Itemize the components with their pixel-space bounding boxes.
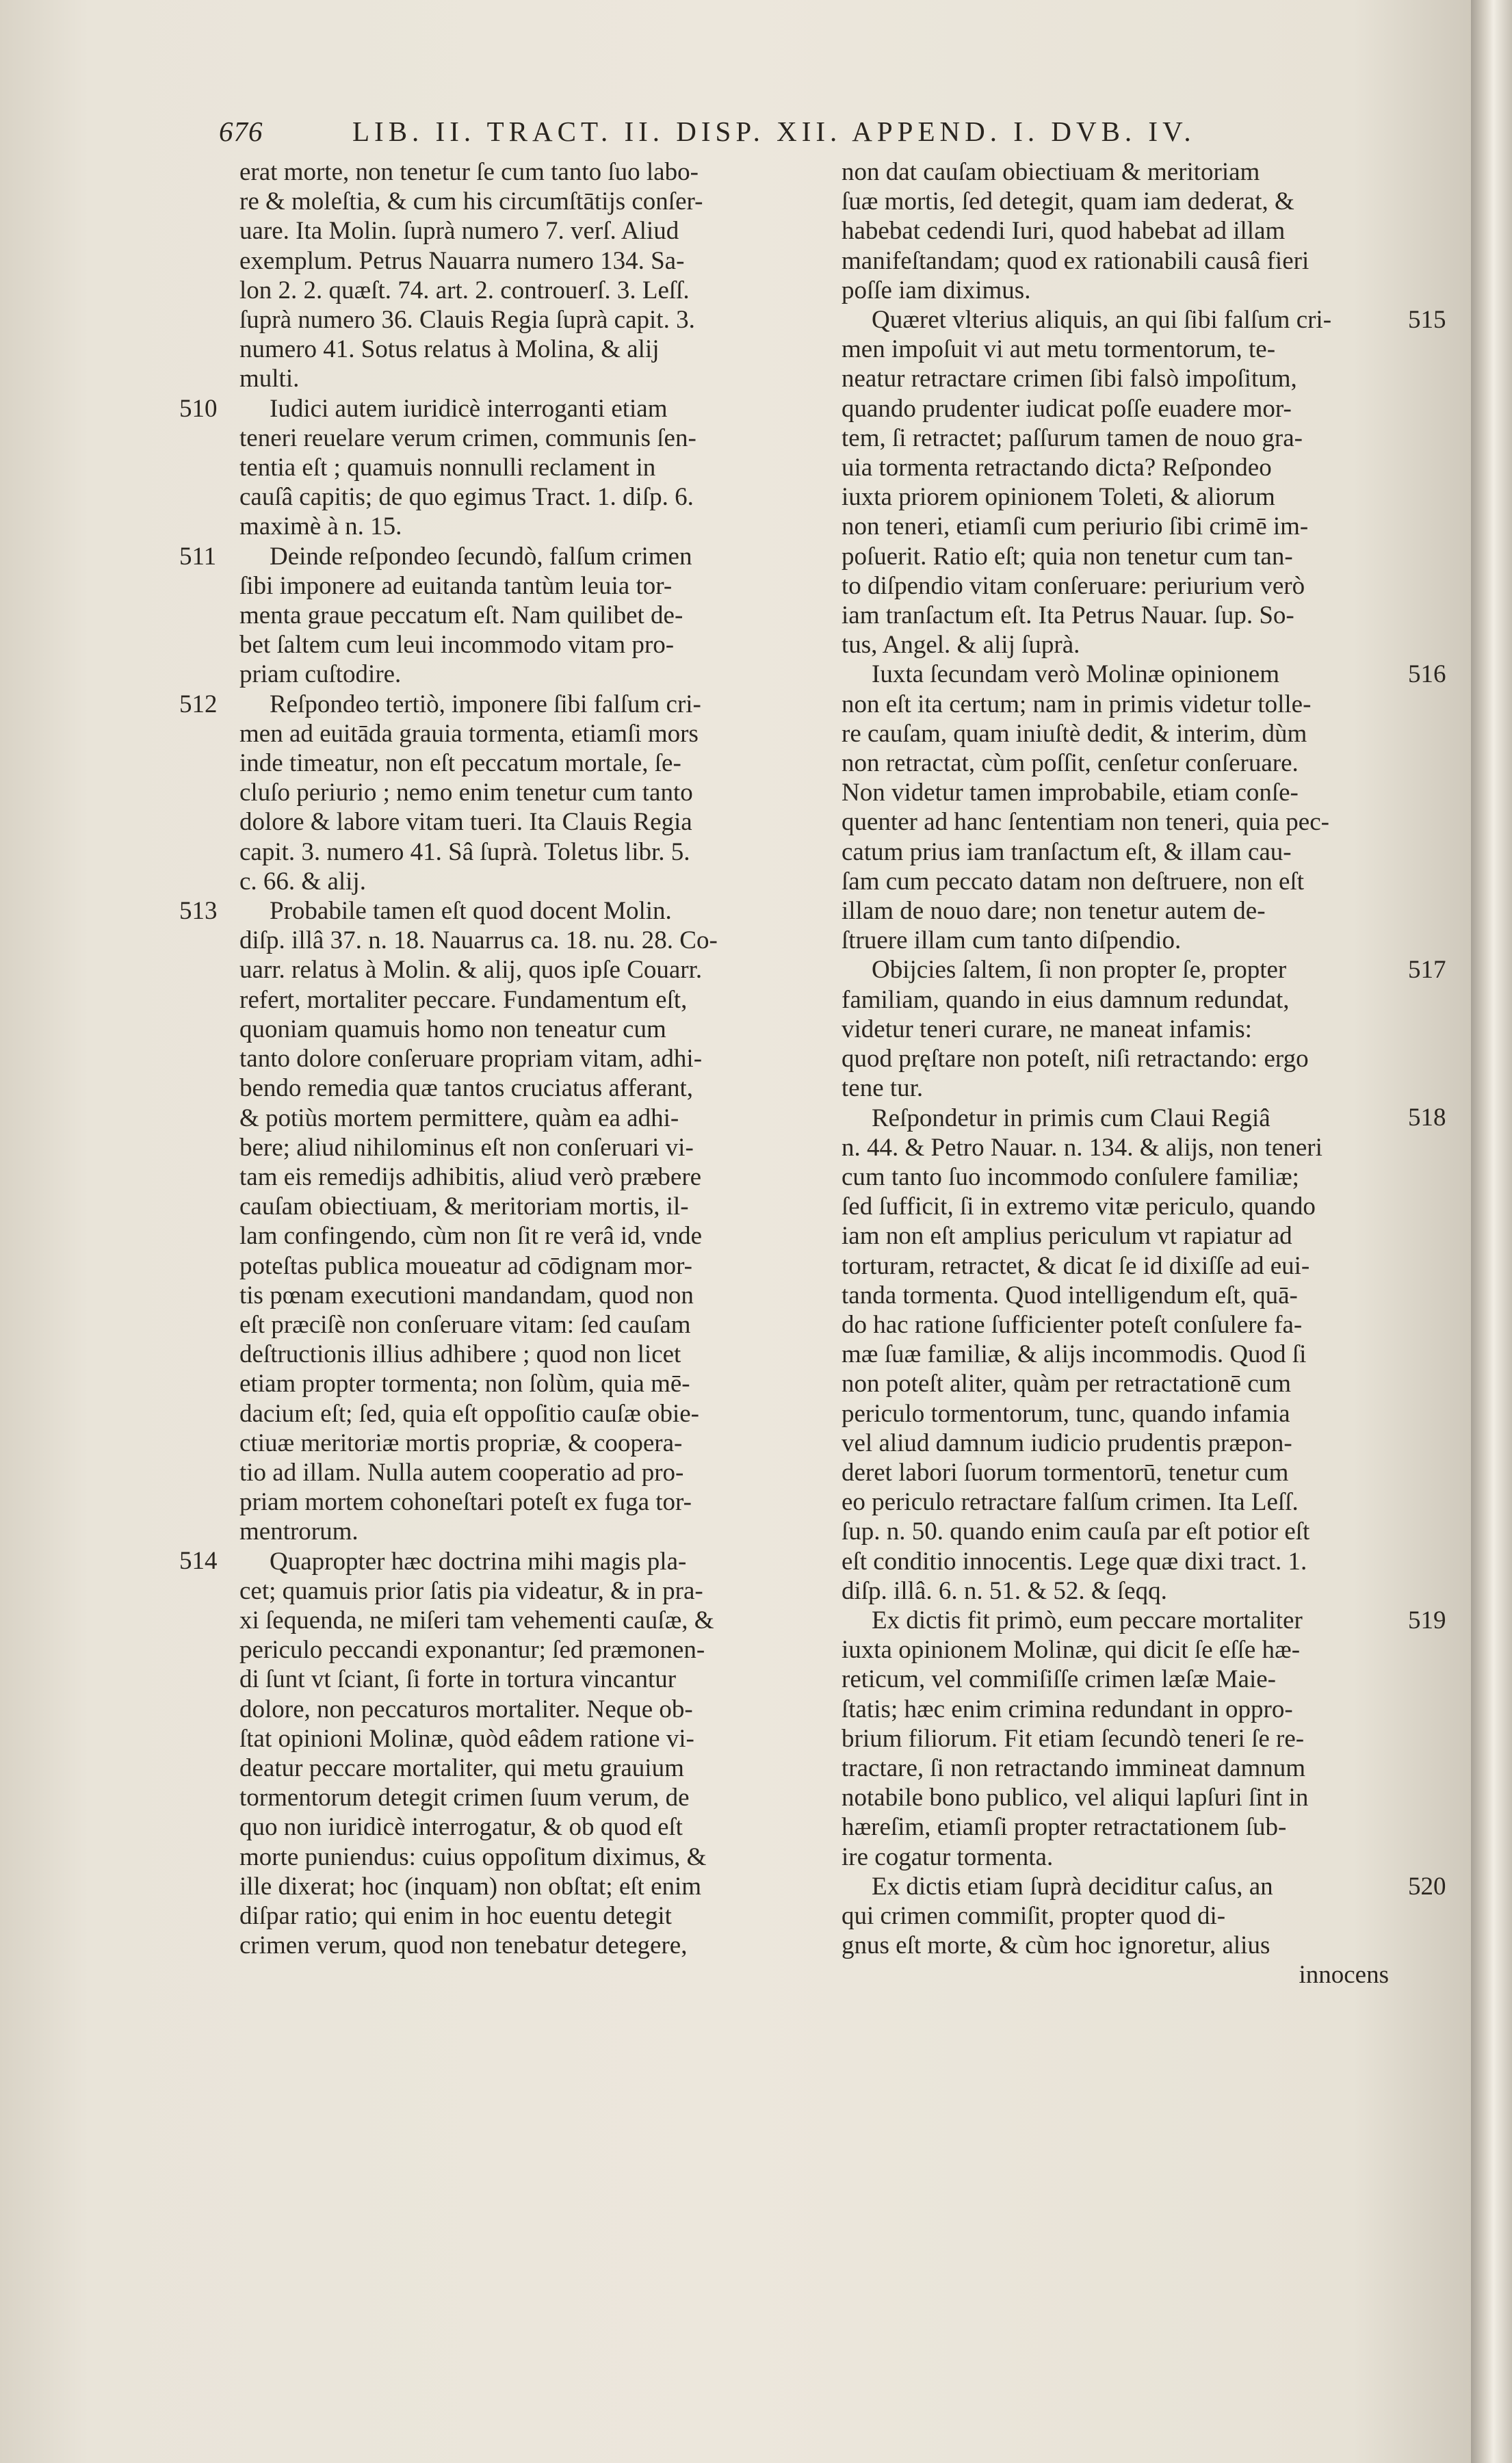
text-line: poteſtas publica moueatur ad cōdignam mor- [239,1251,692,1280]
text-line: deret labori ſuorum tormentorū, tenetur cum [842,1458,1289,1487]
text-line: mentrorum. [239,1517,359,1546]
text-line: ſibi imponere ad euitanda tantùm leuia tor- [239,571,673,600]
text-line: men impoſuit vi aut metu tormentorum, te- [842,335,1276,364]
text-line: ſed ſufficit, ſi in extremo vitæ periculo, quando [842,1193,1316,1221]
text-line: cet; quamuis prior ſatis pia videatur, & in pra- [239,1576,703,1605]
paragraph-number: 514 [179,1547,218,1576]
text-line: diſp. illâ 37. n. 18. Nauarrus ca. 18. nu. 28. Co- [239,926,718,955]
text-line: illam de nouo dare; non tenetur autem de- [842,897,1266,926]
text-line: to diſpendio vitam conſeruare: periurium verò [842,571,1305,600]
text-line: non dat cauſam obiectiuam & meritoriam [842,158,1260,186]
text-line: Reſpondetur in primis cum Claui Regiâ [872,1104,1270,1132]
text-line: ille dixerat; hoc (inquam) non obſtat; eſt enim [239,1872,702,1901]
text-line: torturam, retractet, & dicat ſe id dixiſſe ad eui- [842,1251,1310,1280]
text-line: quod pręſtare non poteſt, niſi retractando: ergo [842,1045,1309,1073]
text-line: reticum, vel commiſiſſe crimen læſæ Maie- [842,1665,1276,1694]
paragraph-number: 520 [1408,1872,1446,1901]
text-line: re cauſam, quam iniuſtè dedit, & interim, dùm [842,719,1307,748]
text-line: poſuerit. Ratio eſt; quia non tenetur cum tan- [842,542,1293,571]
text-line: non poteſt aliter, quàm per retractationē cum [842,1370,1292,1398]
text-line: Iudici autem iuridicè interroganti etiam [270,394,668,423]
text-line: exemplum. Petrus Nauarra numero 134. Sa- [239,246,685,275]
text-line: tormentorum detegit crimen ſuum verum, de [239,1784,690,1812]
text-line: ſam cum peccato datam non deſtruere, non eſt [842,867,1305,896]
text-line: men ad euitāda grauia tormenta, etiamſi mors [239,719,699,748]
text-line: notabile bono publico, vel aliqui lapſuri ſint in [842,1784,1309,1812]
text-line: menta graue peccatum eſt. Nam quilibet de- [239,601,683,630]
text-line: cluſo periurio ; nemo enim tenetur cum tanto [239,779,693,807]
text-line: uarr. relatus à Molin. & alij, quos ipſe Couarr. [239,956,703,985]
paragraph-number: 516 [1408,660,1446,689]
text-line: dacium eſt; ſed, quia eſt oppoſitio cauſæ obie- [239,1399,699,1428]
text-line: tractare, ſi non retractando immineat damnum [842,1754,1306,1782]
page-number: 676 [219,116,263,147]
text-line: tene tur. [842,1074,924,1103]
text-line: tanda tormenta. Quod intelligendum eſt, quā- [842,1281,1298,1309]
running-title: LIB. II. TRACT. II. DISP. XII. APPEND. I. DVB. IV. [352,116,1196,147]
text-line: deatur peccare mortaliter, qui metu grauium [239,1754,684,1782]
text-line: Obijcies ſaltem, ſi non propter ſe, propter [872,956,1287,985]
text-line: tem, ſi retractet; paſſurum tamen de nouo gra- [842,423,1303,452]
catchword: innocens [1299,1961,1389,1990]
text-line: iam tranſactum eſt. Ita Petrus Nauar. ſup. So- [842,601,1294,630]
text-line: eſt conditio innocentis. Lege quæ dixi tract. 1. [842,1547,1307,1576]
text-line: bere; aliud nihilominus eſt non conſeruari vi- [239,1133,694,1162]
text-line: tanto dolore conſeruare propriam vitam, adhi- [239,1045,703,1073]
text-line: crimen verum, quod non tenebatur detegere, [239,1931,688,1960]
text-line: periculo tormentorum, tunc, quando infamia [842,1399,1290,1428]
text-line: di ſunt vt ſciant, ſi forte in tortura vincantur [239,1665,677,1694]
text-line: videtur teneri curare, ne maneat infamis: [842,1015,1252,1043]
text-line: capit. 3. numero 41. Sâ ſuprà. Toletus libr. 5. [239,837,690,866]
text-line: deſtructionis illius adhibere ; quod non licet [239,1340,681,1369]
text-line: eſt præciſè non conſeruare vitam: ſed cauſam [239,1310,691,1339]
text-line: uare. Ita Molin. ſuprà numero 7. verſ. Aliud [239,217,679,246]
paragraph-number: 513 [179,897,218,925]
text-line: catum prius iam tranſactum eſt, & illam cau- [842,837,1292,866]
page-header [219,115,1396,156]
text-line: qui crimen commiſit, propter quod di- [842,1901,1226,1930]
text-line: hæreſim, etiamſi propter retractationem ſub- [842,1813,1287,1842]
text-line: non teneri, etiamſi cum periurio ſibi crimē im- [842,512,1309,541]
text-line: ſuprà numero 36. Clauis Regia ſuprà capit. 3. [239,306,695,335]
text-line: tis pœnam executioni mandandam, quod non [239,1281,694,1309]
text-line: inde timeatur, non eſt peccatum mortale, ſe- [239,749,681,778]
text-line: Iuxta ſecundam verò Molinæ opinionem [872,660,1279,689]
text-line: numero 41. Sotus relatus à Molina, & alij [239,335,660,364]
text-line: etiam propter tormenta; non ſolùm, quia mē- [239,1370,690,1398]
text-line: brium filiorum. Fit etiam ſecundò teneri ſe re- [842,1724,1305,1753]
text-line: Probabile tamen eſt quod docent Molin. [270,897,672,926]
text-line: vel aliud damnum iudicio prudentis præpon- [842,1429,1292,1457]
text-line: eo periculo retractare falſum crimen. Ita Leſſ. [842,1488,1299,1517]
text-line: iam non eſt amplius periculum vt rapiatur ad [842,1222,1292,1251]
text-line: quo non iuridicè interrogatur, & ob quod eſt [239,1813,683,1842]
text-line: gnus eſt morte, & cùm hoc ignoretur, alius [842,1931,1270,1960]
text-line: ctiuæ meritoriæ mortis propriæ, & coopera- [239,1429,683,1457]
text-line: priam mortem cohoneſtari poteſt ex fuga tor- [239,1488,692,1517]
text-line: ſtruere illam cum tanto diſpendio. [842,926,1182,955]
text-line: ire cogatur tormenta. [842,1842,1054,1871]
text-line: Quapropter hæc doctrina mihi magis pla- [270,1547,687,1576]
text-line: morte puniendus: cuius oppoſitum diximus, & [239,1842,707,1871]
text-line: bet ſaltem cum leui incommodo vitam pro- [239,631,675,660]
text-line: priam cuſtodire. [239,660,402,689]
text-line: neatur retractare crimen ſibi falsò impoſitum, [842,365,1297,393]
text-line: Ex dictis fit primò, eum peccare mortaliter [872,1606,1303,1634]
text-line: Ex dictis etiam ſuprà deciditur caſus, an [872,1872,1273,1901]
text-line: ſtat opinioni Molinæ, quòd eâdem ratione vi- [239,1724,694,1753]
text-line: dolore & labore vitam tueri. Ita Clauis Regia [239,808,692,837]
text-line: Quæret vlterius aliquis, an qui ſibi falſum cri- [872,306,1332,335]
text-line: quoniam quamuis homo non teneatur cum [239,1015,666,1043]
text-line: erat morte, non tenetur ſe cum tanto ſuo labo- [239,158,699,186]
text-line: Non videtur tamen improbabile, etiam conſe- [842,779,1299,807]
text-line: tam eis remedijs adhibitis, aliud verò præbere [239,1162,702,1191]
left-column [239,157,800,1960]
text-line: Reſpondeo tertiò, imponere ſibi falſum cri- [270,690,701,718]
text-line: xi ſequenda, ne miſeri tam vehementi cauſæ, & [239,1606,714,1634]
text-line: do hac ratione ſufficienter poteſt conſulere fa- [842,1310,1303,1339]
text-line: non retractat, cùm poſſit, cenſetur conſeruare. [842,749,1299,778]
text-line: bendo remedia quæ tantos cruciatus afferant, [239,1074,694,1103]
text-line: familiam, quando in eius damnum redundat, [842,985,1290,1014]
text-line: Deinde reſpondeo ſecundò, falſum crimen [270,542,692,571]
text-line: ſtatis; hæc enim crimina redundant in oppro- [842,1695,1293,1723]
text-line: manifeſtandam; quod ex rationabili causâ fieri [842,246,1309,275]
paragraph-number: 511 [179,542,217,571]
text-line: c. 66. & alij. [239,867,366,896]
text-line: quenter ad hanc ſententiam non teneri, quia pec- [842,808,1329,837]
text-line: ſup. n. 50. quando enim cauſa par eſt potior eſt [842,1517,1310,1546]
text-line: refert, mortaliter peccare. Fundamentum eſt, [239,985,688,1014]
text-line: quando prudenter iudicat poſſe euadere mor- [842,394,1292,423]
text-line: diſp. illâ. 6. n. 51. & 52. & ſeqq. [842,1576,1167,1605]
text-line: diſpar ratio; qui enim in hoc euentu detegit [239,1901,672,1930]
text-line: lon 2. 2. quæſt. 74. art. 2. controuerſ. 3. Leſſ. [239,276,690,304]
text-line: & potiùs mortem permittere, quàm ea adhi- [239,1104,679,1132]
text-line: tio ad illam. Nulla autem cooperatio ad pro- [239,1458,684,1487]
text-line: teneri reuelare verum crimen, communis ſen- [239,423,696,452]
text-line: tus, Angel. & alij ſuprà. [842,631,1080,660]
text-line: lam confingendo, cùm non ſit re verâ id, vnde [239,1222,703,1251]
text-line: tentia eſt ; quamuis nonnulli reclament in [239,454,656,482]
text-line: maximè à n. 15. [239,512,402,541]
text-line: mæ ſuæ familiæ, & alijs incommodis. Quod ſi [842,1340,1307,1369]
text-line: poſſe iam diximus. [842,276,1031,304]
text-line: periculo peccandi exponantur; ſed præmonen- [239,1636,705,1665]
text-line: re & moleſtia, & cum his circumſtātijs conſer- [239,187,703,216]
text-line: cauſâ capitis; de quo egimus Tract. 1. diſp. 6. [239,483,694,512]
text-line: cauſam obiectiuam, & meritoriam mortis, il- [239,1193,689,1221]
text-line: ſuæ mortis, ſed detegit, quam iam dederat, & [842,187,1294,216]
text-line: non eſt ita certum; nam in primis videtur tolle- [842,690,1312,718]
text-line: iuxta opinionem Molinæ, qui dicit ſe eſſe hæ- [842,1636,1301,1665]
paragraph-number: 517 [1408,956,1446,985]
paragraph-number: 510 [179,394,218,423]
right-column [842,157,1403,1990]
text-line: multi. [239,365,300,393]
text-line: dolore, non peccaturos mortaliter. Neque ob- [239,1695,693,1723]
text-line: iuxta priorem opinionem Toleti, & aliorum [842,483,1275,512]
book-binding [1471,0,1512,2463]
paragraph-number: 518 [1408,1104,1446,1132]
paragraph-number: 519 [1408,1606,1446,1634]
text-line: uia tormenta retractando dicta? Reſpondeo [842,454,1272,482]
text-line: cum tanto ſuo incommodo conſulere familiæ; [842,1162,1299,1191]
text-line: n. 44. & Petro Nauar. n. 134. & alijs, non teneri [842,1133,1322,1162]
paragraph-number: 515 [1408,306,1446,334]
text-line: habebat cedendi Iuri, quod habebat ad illam [842,217,1286,246]
paragraph-number: 512 [179,690,218,718]
